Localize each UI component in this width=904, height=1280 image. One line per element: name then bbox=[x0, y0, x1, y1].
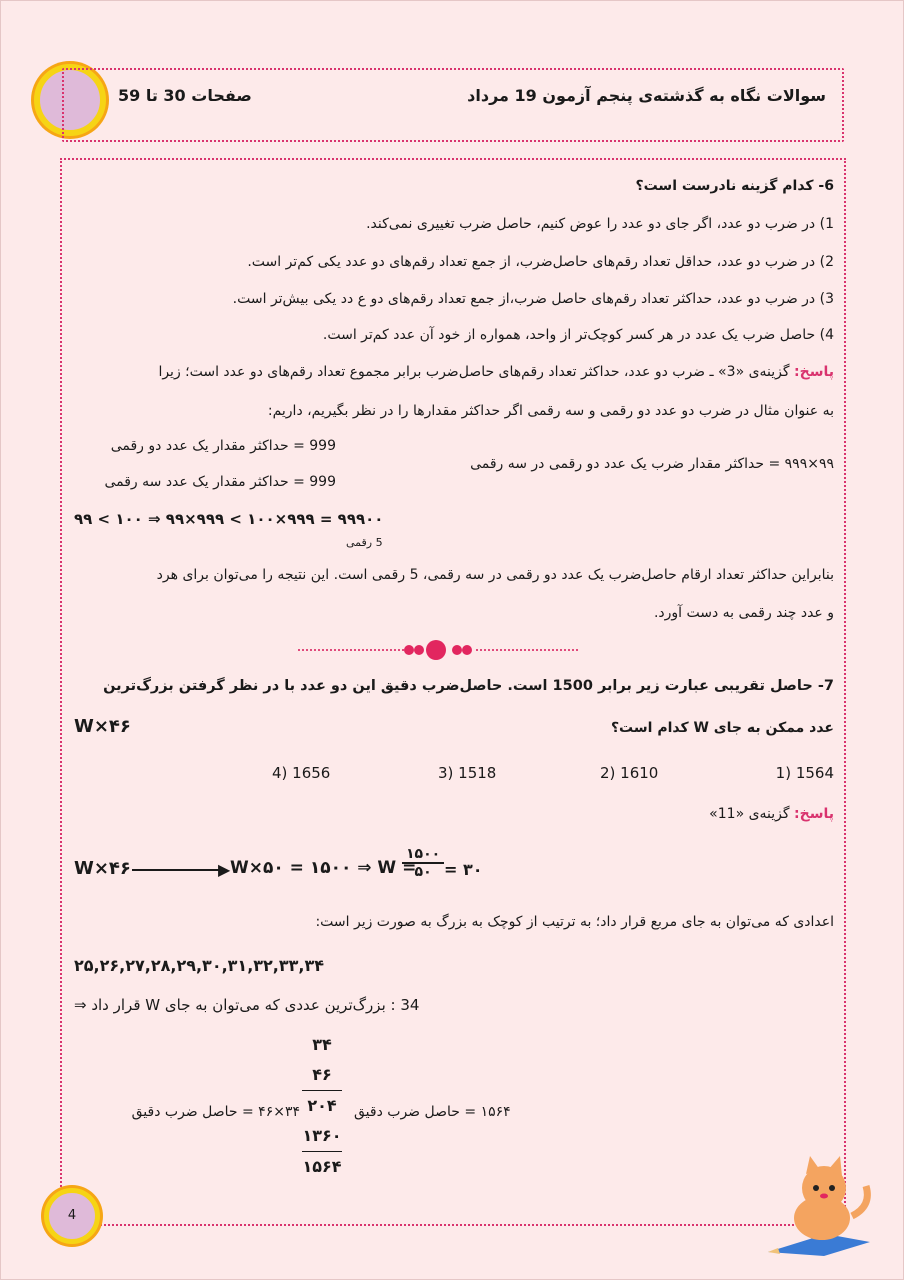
numbers-intro: اعدادی که می‌توان به جای مربع قرار داد؛ به ترتیب از کوچک به بزرگ به صورت زیر است: bbox=[315, 914, 834, 930]
inequality: ۹۹ < ۱۰۰ ⇒ ۹۹×۹۹۹ < ۱۰۰×۹۹۹ = ۹۹۹۰۰ bbox=[74, 510, 384, 528]
fraction-denominator: ۵۰ bbox=[414, 864, 432, 880]
multiplication-column bbox=[302, 1030, 342, 1182]
conclusion-1: بنابراین حداکثر تعداد ارقام حاصل‌ضرب یک عدد دو رقمی در سه رقمی، 5 رقمی است. این نتیجه را می‌توان برای هرد bbox=[156, 567, 834, 583]
eq-left: W×۴۶ bbox=[74, 858, 131, 879]
q6-option-2: 2) در ضرب دو عدد، حداقل تعداد رقم‌های حاصل‌ضرب، از جمع تعداد رقم‌های دو عدد یکی کم‌تر است. bbox=[247, 254, 834, 270]
max-two-digit: 999 = حداکثر مقدار یک عدد دو رقمی bbox=[110, 438, 336, 454]
q6-option-3: 3) در ضرب دو عدد، حداکثر تعداد رقم‌های حاصل ضرب،از جمع تعداد رقم‌های دو ع دد یکی بیش‌تر است. bbox=[232, 291, 834, 307]
q6-option-1: 1) در ضرب دو عدد، اگر جای دو عدد را عوض کنیم، حاصل ضرب تغییری نمی‌کند. bbox=[366, 216, 834, 232]
page-number-badge bbox=[44, 1188, 100, 1244]
answer-label: پاسخ: bbox=[794, 364, 834, 380]
answer-text: گزینه‌ی «3» ـ ضرب دو عدد، حداکثر تعداد رقم‌های حاصل‌ضرب برابر مجموع تعداد رقم‌های دو عدد است؛ زیرا bbox=[158, 364, 790, 380]
max-product: ۹۹×۹۹۹ = حداکثر مقدار ضرب یک عدد دو رقمی در سه رقمی bbox=[470, 456, 834, 472]
mult-row: ۴۶ bbox=[312, 1065, 332, 1084]
q6-answer bbox=[158, 364, 834, 380]
q7-expression: W×۴۶ bbox=[74, 716, 131, 737]
arrow-head-icon: ▶ bbox=[218, 860, 231, 879]
exact-product-right: ۳۴×۴۶ = حاصل ضرب دقیق bbox=[131, 1104, 300, 1120]
q7-title-2: عدد ممکن به جای W کدام است؟ bbox=[610, 720, 834, 736]
q7-title: 7- حاصل تقریبی عبارت زیر برابر 1500 است. حاصل‌ضرب دقیق این دو عدد با در نظر گرفتن بزرگ‌ترین bbox=[103, 678, 834, 694]
q6-answer-text-2: به عنوان مثال در ضرب دو عدد دو رقمی و سه رقمی اگر حداکثر مقدارها را در نظر بگیریم، داریم: bbox=[267, 403, 834, 419]
eq-mid: W×۵۰ = ۱۵۰۰ ⇒ W = bbox=[230, 858, 417, 878]
mult-row: ۱۳۶۰ bbox=[302, 1126, 342, 1145]
q7-option-1: 1564 (1 bbox=[775, 764, 834, 782]
mult-row: ۱۵۶۴ bbox=[302, 1151, 342, 1182]
five-digit-note: 5 رقمی bbox=[346, 536, 383, 549]
q7-option-4: 1656 (4 bbox=[272, 764, 331, 782]
mult-row: ۲۰۴ bbox=[302, 1090, 342, 1121]
answer-text: گزینه‌ی «11» bbox=[709, 806, 790, 822]
max-three-digit: 999 = حداکثر مقدار یک عدد سه رقمی bbox=[104, 474, 336, 490]
conclusion-2: و عدد چند رقمی به دست آورد. bbox=[653, 605, 834, 621]
numbers-list: ۲۵,۲۶,۲۷,۲۸,۲۹,۳۰,۳۱,۳۲,۳۳,۳۴ bbox=[74, 956, 325, 975]
answer-label: پاسخ: bbox=[794, 806, 834, 822]
mult-row: ۳۴ bbox=[312, 1035, 332, 1054]
section-divider bbox=[298, 640, 578, 660]
eq-result: = ۳۰ bbox=[444, 860, 483, 879]
page-number: 4 bbox=[67, 1208, 77, 1223]
q7-option-2: 1610 (2 bbox=[600, 764, 659, 782]
header-pages: صفحات 30 تا 59 bbox=[118, 86, 252, 105]
exact-product-left: ۱۵۶۴ = حاصل ضرب دقیق bbox=[354, 1104, 511, 1120]
header-title: سوالات نگاه به گذشته‌ی پنجم آزمون 19 مرداد bbox=[467, 86, 826, 105]
cat-mascot-icon bbox=[766, 1156, 876, 1260]
fraction-numerator: ۱۵۰۰ bbox=[402, 846, 444, 864]
arrow-line bbox=[132, 869, 224, 871]
largest-number: 34 : بزرگ‌ترین عددی که می‌توان به جای W قرار داد ⇒ bbox=[74, 996, 420, 1014]
q6-title: 6- کدام گزینه نادرست است؟ bbox=[635, 178, 834, 194]
q6-option-4: 4) حاصل ضرب یک عدد در هر کسر کوچک‌تر از واحد، همواره از خود آن عدد کم‌تر است. bbox=[322, 327, 834, 343]
header-box bbox=[62, 68, 844, 142]
fraction bbox=[402, 846, 444, 880]
q7-answer bbox=[709, 806, 834, 822]
q7-option-3: 1518 (3 bbox=[438, 764, 497, 782]
